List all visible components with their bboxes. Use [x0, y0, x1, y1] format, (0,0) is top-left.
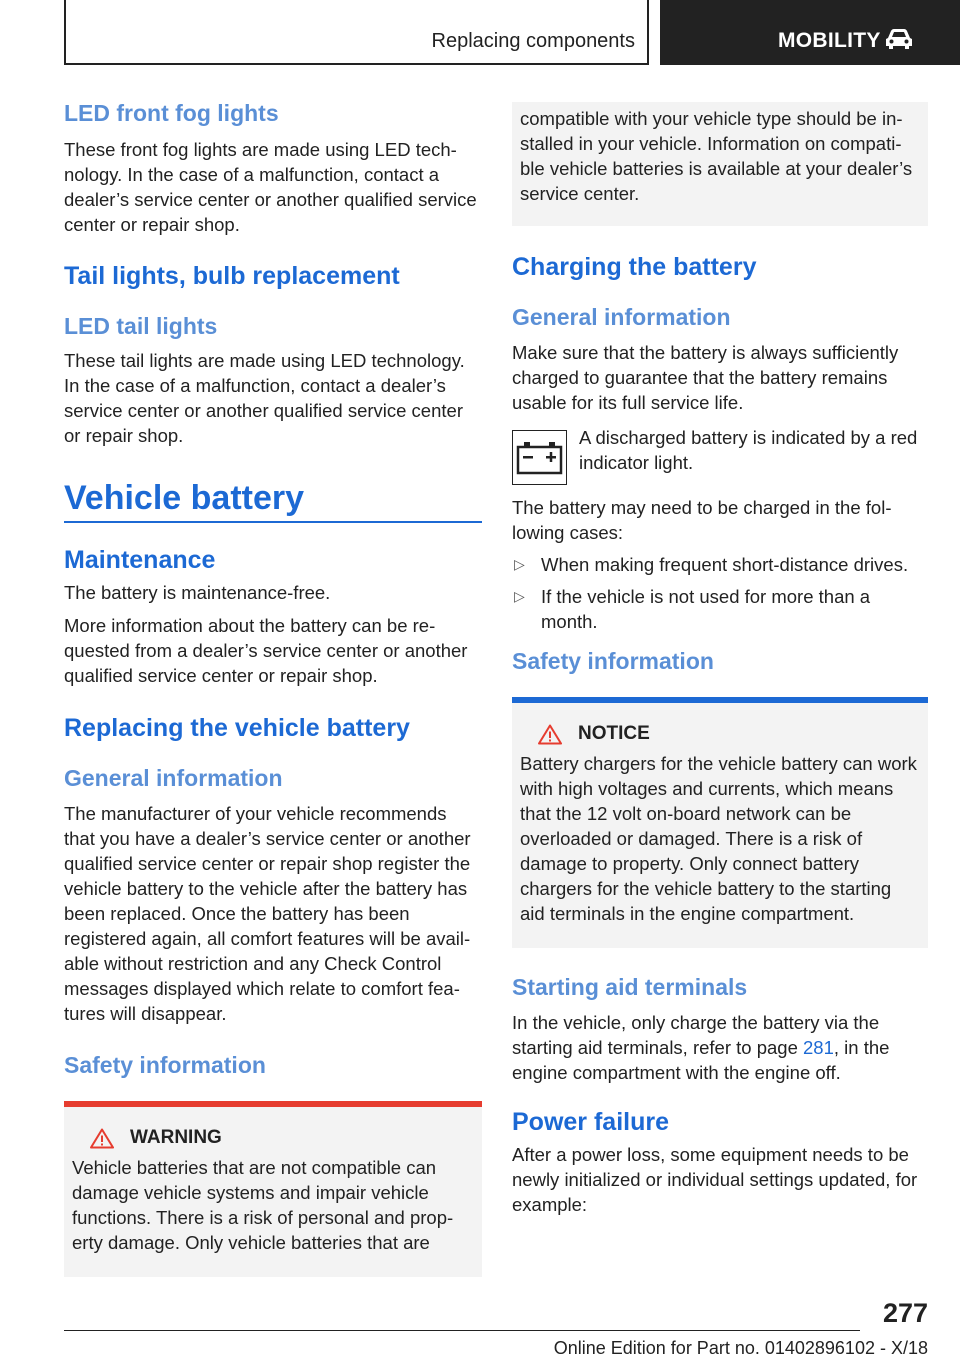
charging-cases-text: The battery may need to be charged in the following cases: — [512, 496, 892, 543]
footer-edition: Online Edition for Part no. 01402896102 - X/18 — [553, 1338, 928, 1358]
header-chapter-title: MOBILITY — [778, 29, 881, 52]
maintenance-heading: Maintenance — [64, 545, 216, 574]
power-failure-heading: Power failure — [512, 1107, 669, 1136]
list-item: ▷ If the vehicle is not used for more than a month. — [514, 585, 871, 632]
warning-box-continued — [512, 102, 928, 226]
fog-lights-heading: LED front fog lights — [64, 100, 279, 126]
charging-safety-heading: Safety information — [512, 647, 714, 674]
left-column — [64, 100, 482, 1277]
charging-cases-list — [512, 552, 928, 634]
led-tail-lights-heading: LED tail lights — [64, 312, 218, 339]
vehicle-battery-heading: Vehicle battery — [64, 478, 482, 523]
indicator-row — [512, 425, 928, 485]
warning-title — [72, 1127, 474, 1149]
notice-title — [520, 723, 920, 745]
header-section-box — [64, 0, 649, 65]
warning-label: WARNING — [130, 1127, 222, 1149]
triangle-bullet-icon: ▷ — [514, 555, 525, 572]
warning-continued-text: compatible with your vehicle type should be installed in your vehicle. Information on compatible vehicle batteries is available at your dealer’s service center. — [520, 108, 913, 204]
power-failure-text: After a power loss, some equipment needs to be newly initialized or individual settings updated, for example: — [512, 1143, 918, 1215]
warning-triangle-icon — [538, 724, 562, 745]
header-section-title: Replacing components — [431, 30, 635, 52]
starting-aid-heading: Starting aid terminals — [512, 974, 748, 1001]
battery-indicator-icon — [512, 430, 567, 485]
footer-divider — [64, 1330, 860, 1331]
safety-information-heading: Safety information — [64, 1051, 266, 1078]
warning-text: Vehicle batteries that are not compatible can damage vehicle systems and impair vehicle functions. There is a risk of personal and property damage. Only vehicle batteries that are — [72, 1157, 454, 1254]
charging-battery-heading: Charging the battery — [512, 253, 757, 281]
replacing-battery-heading: Replacing the vehicle battery — [64, 713, 410, 742]
notice-label: NOTICE — [578, 723, 650, 745]
charging-general-information-heading: General information — [512, 304, 731, 330]
car-icon — [884, 27, 914, 51]
page-reference-link[interactable]: 281 — [803, 1036, 834, 1058]
warning-triangle-icon — [90, 1128, 114, 1149]
tail-lights-heading: Tail lights, bulb replacement — [64, 261, 400, 290]
general-information-text: The manufacturer of your vehicle recommends that you have a dealer’s service center or another qualified service center or repair shop register the vehicle battery to the vehicle after the battery has been replaced. Once the battery has been registered again, all comfort features will be available without restriction and any Check Control messages displayed which relate to comfort features will disappear. — [64, 802, 471, 1024]
indicator-text: A discharged battery is indicated by a red indicator light. — [579, 426, 918, 473]
maintenance-more-info-text: More information about the battery can be requested from a dealer’s service center or another qualified service center or repair shop. — [64, 614, 468, 686]
maintenance-text: The battery is maintenance-free. — [64, 581, 331, 603]
charging-general-text: Make sure that the battery is always sufficiently charged to guarantee that the battery remains usable for its full service life. — [512, 341, 899, 413]
right-column — [512, 102, 928, 1217]
notice-text: Battery chargers for the vehicle battery can work with high voltages and currents, which means that the 12 volt on-board network can be overloaded or damaged. There is a risk of damage to property. Only connect battery chargers for the vehicle battery to the starting aid terminals in the engine compartment. — [520, 753, 917, 925]
page-number: 277 — [882, 1298, 928, 1328]
general-information-heading: General information — [64, 764, 283, 791]
tail-lights-text: These tail lights are made using LED technology. In the case of a malfunction, contact a dealer’s service center or another qualified service center or repair shop. — [64, 350, 465, 447]
warning-box — [64, 1101, 482, 1277]
header-chapter-box — [660, 0, 960, 65]
notice-box — [512, 697, 928, 948]
list-item: ▷ When making frequent short-distance drives. — [514, 553, 909, 575]
triangle-bullet-icon: ▷ — [514, 587, 525, 604]
starting-aid-text: In the vehicle, only charge the battery via the starting aid terminals, refer to page 281, in the engine compartment with the engine off. — [512, 1011, 890, 1083]
fog-lights-text: These front fog lights are made using LED technology. In the case of a malfunction, contact a dealer’s service center or another qualified service center or repair shop. — [64, 138, 477, 235]
